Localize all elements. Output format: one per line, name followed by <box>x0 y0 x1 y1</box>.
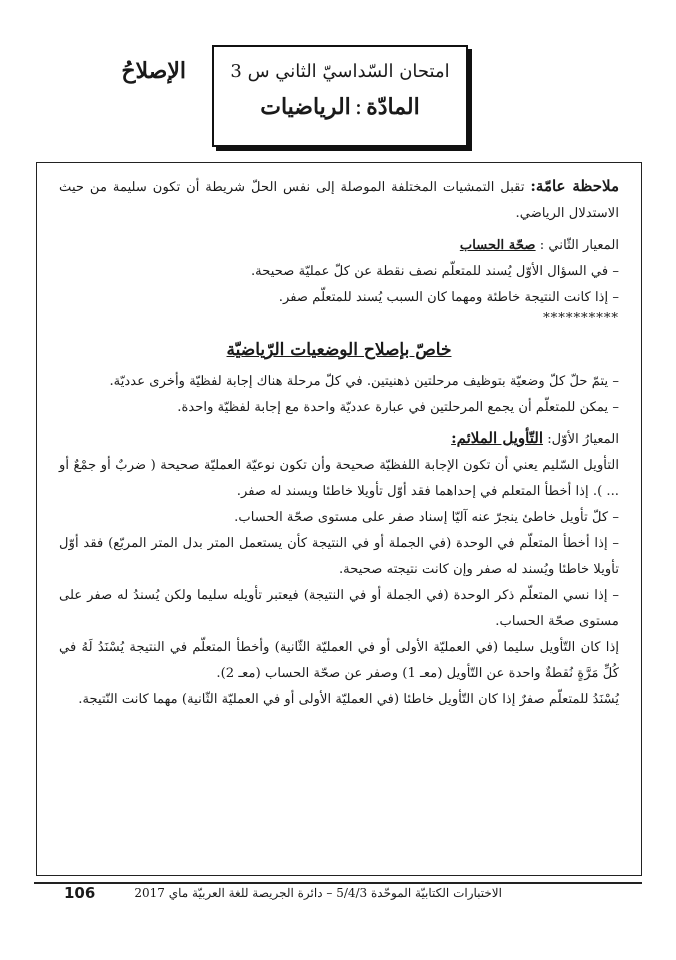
criterion2-heading <box>59 233 619 259</box>
stars-divider: ********** <box>543 311 619 326</box>
footer-divider <box>34 882 642 884</box>
correction-box <box>36 162 642 876</box>
criterion1-paragraph: التأويل السّليم يعني أن تكون الإجابة اللفظيّة صحيحة وأن تكون نوعيّة العمليّة صحيحة ( ضربٌ أو جمْعٌ أو ... ). إذا أخطأ المتعلم في إحداهما فقد أوّل تأويلا خاطئا ويسند له صفر. <box>59 458 619 499</box>
page-number: 106 <box>64 884 96 902</box>
criterion1-title: التّأويل الملائم: <box>451 429 543 447</box>
criterion1-heading <box>59 425 619 453</box>
section-title: خاصّ بإصلاح الوضعيات الرّياضيّة <box>226 340 452 360</box>
subject-separator: : <box>354 95 363 120</box>
footer-source: الاختبارات الكتابيّة الموحّدة 5/4/3 – دائرة الجريصة للغة العربيّة ماي 2017 <box>134 886 502 900</box>
criterion1-label: المعيارُ الأوّل: <box>547 432 619 447</box>
criterion2-label: المعيار الثّاني : <box>539 238 619 253</box>
subject-value: الرياضيات <box>260 94 351 120</box>
criterion1-paragraph: إذا كان التّأويل سليما (في العمليّة الأولى أو في العمليّة الثّانية) وأخطأ المتعلّم في النتيجة يُسْنَدُ لَهُ في كُلِّ مَرَّةٍ نُقطةٌ واحدة عن التّأويل (معـ 1) وصفر عن صحّة الحساب (معـ 2). <box>59 640 619 681</box>
section-item: – يتمّ حلّ كلّ وضعيّة بتوظيف مرحلتين ذهنيتين. في كلّ مرحلة هناك إجابة لفظيّة وأخرى عدديّة. <box>109 374 619 389</box>
criterion1-paragraph: – إذا أخطأ المتعلّم في الوحدة (في الجملة أو في النتيجة كأن يستعمل المتر بدل المتر المربّع) فقد أوّل تأويلا خاطئا ويُسند له صفر وإن كانت نتيجته صحيحة. <box>59 536 619 577</box>
subject-line <box>214 94 466 120</box>
criterion1-paragraph: – إذا نسي المتعلّم ذكر الوحدة (في الجملة أو في النتيجة) فيعتبر تأويله سليما ولكن يُسندُ له صفر على مستوى صحّة الحساب. <box>59 588 619 629</box>
section-item: – يمكن للمتعلّم أن يجمع المرحلتين في عبارة عدديّة واحدة مع إجابة لفظيّة واحدة. <box>177 400 619 415</box>
general-note <box>59 173 619 227</box>
criterion2-item: – في السؤال الأوّل يُسند للمتعلّم نصف نقطة عن كلّ عمليّة صحيحة. <box>250 264 619 279</box>
subject-label: المادّة <box>366 94 420 120</box>
exam-title: امتحان السّداسيّ الثاني س 3 <box>230 61 450 82</box>
criterion2-item: – إذا كانت النتيجة خاطئة ومهما كان السبب يُسند للمتعلّم صفر. <box>278 290 619 305</box>
criterion1-paragraph: يُسْنَدُ للمتعلّم صفرٌ إذا كان التّأويل خاطئا (في العمليّة الأولى أو في العمليّة الثّانية) مهما كانت النّتيجة. <box>78 692 619 707</box>
exam-title-box <box>212 45 468 147</box>
criterion1-paragraph: – كلّ تأويل خاطئ ينجرّ عنه آليّا إسناد صفر على مستوى صحّة الحساب. <box>234 510 619 525</box>
general-note-text: تقبل التمشيات المختلفة الموصلة إلى نفس الحلّ شريطة أن تكون سليمة من حيث الاستدلال الرياضي. <box>59 180 619 221</box>
criterion2-title: صحّة الحساب <box>459 238 536 253</box>
general-note-label: ملاحظة عامّة: <box>530 177 619 195</box>
islah-heading: الإصلاحُ <box>121 58 186 84</box>
